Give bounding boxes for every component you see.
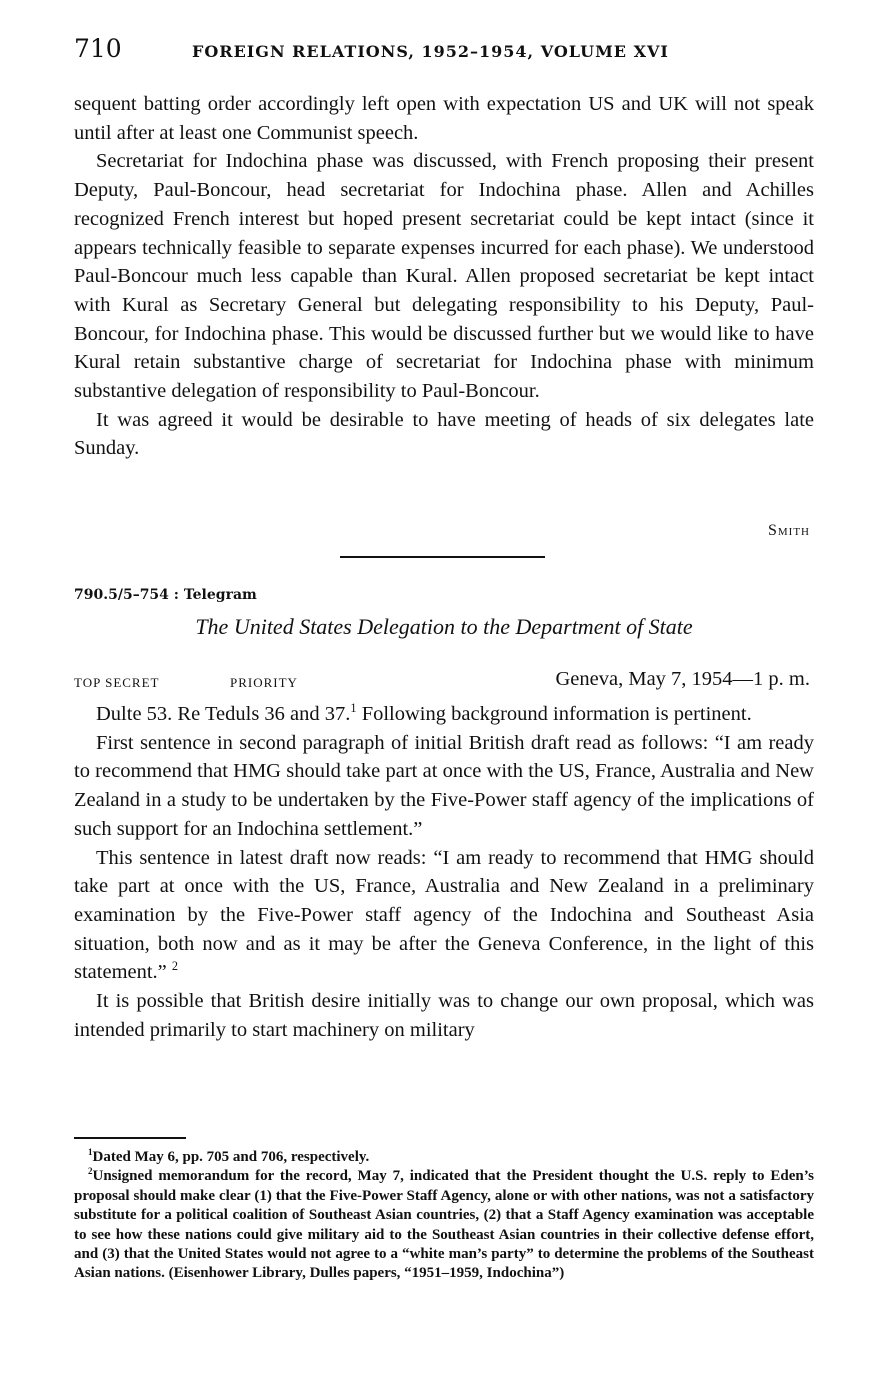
- footnote-ref: 1: [350, 701, 357, 716]
- classification: TOP SECRET: [74, 675, 160, 690]
- footnote-text: Unsigned memorandum for the record, May 7, indicated that the President thought the U.S. reply to Eden’s proposal should make clear (1) that the Five-Power Staff Agency, alone or with other nations, was not a satisfactory substitute for a political coalition of Southeast Asian countries, (2) that a Staff Agency examination was acceptable to see how these nations could give military aid to the Southeast Asian countries in their collective defense effort, and (3) that the United States would not agree to a “white man’s party” to determine the problems of the Southeast Asian nations. (Eisenhower Library, Dulles papers, “1951–1959, Indochina”): [74, 1168, 814, 1282]
- section-divider: [340, 556, 545, 558]
- paragraph-text: Following background information is pertinent.: [356, 703, 752, 725]
- paragraph: It was agreed it would be desirable to have meeting of heads of six delegates late Sunday.: [74, 408, 814, 460]
- paragraph: sequent batting order accordingly left open with expectation US and UK will not speak until after at least one Communist speech.: [74, 93, 814, 144]
- paragraph: [74, 700, 814, 729]
- footnote: [74, 1167, 814, 1283]
- page-header: [74, 34, 814, 68]
- precedence: PRIORITY: [230, 675, 298, 690]
- dateline: [74, 668, 814, 694]
- paragraph: First sentence in second paragraph of initial British draft read as follows: “I am ready to recommend that HMG should take part at once with the US, France, Australia and New Zealand in a study to be undertaken by the Five-Power staff agency of the implications of such support for an Indochina settlement.”: [74, 731, 814, 840]
- paragraph-text: This sentence in latest draft now reads: “I am ready to recommend that HMG should take part at once with the US, France, Australia and New Zealand in a preliminary examination by the Five-Power staff agency of the Indochina and Southeast Asia situation, both now and as it may be after the Geneva Conference, in the light of this statement.”: [74, 846, 814, 984]
- document-title: The United States Delegation to the Department of State: [195, 614, 693, 639]
- telegram-body: [74, 700, 814, 1044]
- page-number: 710: [74, 34, 122, 63]
- footnote: [74, 1148, 814, 1167]
- document-id: 790.5/5–754 : Telegram: [74, 587, 257, 603]
- footnote-mark: 1: [88, 1147, 93, 1157]
- continued-text-block: [74, 90, 814, 463]
- paragraph: [74, 844, 814, 988]
- signature: Smith: [767, 522, 810, 539]
- paragraph: It is possible that British desire initially was to change our own proposal, which was intended primarily to start machinery on military: [74, 990, 814, 1041]
- running-title: FOREIGN RELATIONS, 1952–1954, VOLUME XVI: [192, 42, 669, 61]
- footnote-ref: 2: [171, 959, 179, 974]
- paragraph-text: Dulte 53. Re Teduls 36 and 37.: [96, 703, 351, 725]
- footnote-text: Dated May 6, pp. 705 and 706, respectively.: [92, 1149, 370, 1165]
- footnote-mark: 2: [88, 1166, 93, 1177]
- footnotes: [74, 1148, 814, 1284]
- paragraph: Secretariat for Indochina phase was discussed, with French proposing their present Deputy, Paul-Boncour, head secretariat for Indochina phase. Allen and Achilles recognized French interest but hoped present secretariat could be kept intact (since it appears technically feasible to separate expenses incurred for each phase). We understood Paul-Boncour much less capable than Kural. Allen proposed secretariat be kept intact with Kural as Secretary General but delegating responsibility to his Deputy, Paul-Boncour, for Indochina phase. This would be discussed further but we would like to have Kural retain substantive charge of secretariat for Indochina phase with minimum substantive delegation of responsibility to Paul-Boncour.: [74, 150, 814, 403]
- footnote-rule: [74, 1137, 186, 1139]
- place-date: Geneva, May 7, 1954—1 p. m.: [555, 668, 810, 690]
